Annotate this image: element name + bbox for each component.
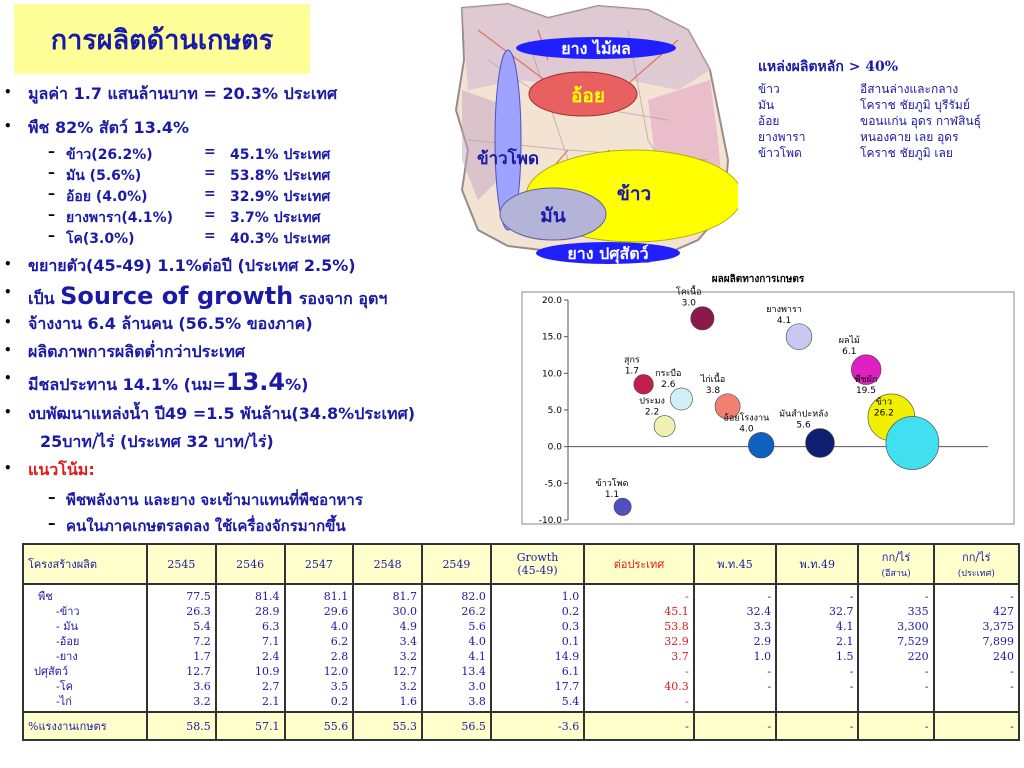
header-yield-country: กก/ไร่ (ประเทศ) [934,544,1019,584]
bubble-label: โคเนื้อ [676,287,702,298]
bubble-สุกร [634,375,653,394]
chart-y-tick-label: 20.0 [541,296,562,306]
row-label: -โค [56,680,73,693]
legend-row: มัน โคราช ชัยภูมิ บุรีรัมย์ [758,98,970,112]
labor-row [23,712,1019,740]
bubble-label: กระบือ [655,368,682,379]
labor-cell: - [934,712,1019,740]
map-label-rubber-fruit: ยาง ไม้ผล [561,39,631,58]
header-share-country: ต่อประเทศ [584,544,694,584]
bubble-label: ข้าวโพด [595,479,629,490]
col-2548: 81.7 30.0 4.9 3.4 3.2 12.7 3.2 1.6 [353,584,422,712]
title-box [14,4,310,74]
table-header-row [23,544,1019,584]
row-label: - มัน [56,620,78,633]
bubble-ข้าวโพด [614,498,631,515]
bubble-value: 19.5 [855,385,876,396]
header-structure: โครงสร้างผลิต [23,544,147,584]
header-growth: Growth (45-49) [491,544,584,584]
chart-title: ผลผลิตทางการเกษตร [711,274,805,285]
row-label: ปศุสัตว์ [34,665,68,678]
bubble-value: 3.0 [681,298,696,309]
bubble-มันสำปะหลัง [806,429,835,458]
row-label: พืช [38,590,53,603]
labor-cell: - [776,712,858,740]
bubble-label: อ้อยโรงงาน [723,413,770,424]
col-2545: 77.5 26.3 5.4 7.2 1.7 12.7 3.6 3.2 [147,584,216,712]
header-area-49: พ.ท.49 [776,544,858,584]
bubble-ข้าว [886,416,939,469]
bubble-value: 2.2 [644,407,660,418]
chart-y-tick-label: 5.0 [547,406,562,416]
labor-cell: 55.3 [353,712,422,740]
bubble-value: 5.6 [796,420,811,431]
map-label-cassava: มัน [540,205,566,227]
bubble-label: พืชผัก [854,374,878,385]
col-area-49: - 32.7 4.1 2.1 1.5 - - [776,584,858,712]
bubble-label: ยางพารา [766,304,802,315]
header-2545: 2545 [147,544,216,584]
labor-label: %แรงงานเกษตร [23,712,147,740]
labor-cell: 58.5 [147,712,216,740]
col-yield-isan: - 335 3,300 7,529 220 - - [858,584,933,712]
bubble-value: 26.2 [873,408,894,419]
chart-y-tick-label: 10.0 [541,369,562,380]
chart-y-tick-label: 15.0 [541,332,562,343]
legend-heading: แหล่งผลิตหลัก > 40% [758,59,899,75]
bubble-label: สุกร [623,355,640,366]
bubble-value: 4.1 [776,315,792,326]
labor-cell: - [694,712,776,740]
col-area-45: - 32.4 3.3 2.9 1.0 - - [694,584,776,712]
col-growth: 1.0 0.2 0.3 0.1 14.9 6.1 17.7 5.4 [491,584,584,712]
map-label-rice: ข้าว [616,183,652,205]
labor-cell: 57.1 [216,712,285,740]
bubble-label: มันสำปะหลัง [779,409,829,420]
bubble-value: 3.8 [705,385,721,396]
map-label-corn: ข้าวโพด [476,149,540,169]
production-table [22,543,1020,741]
labor-cell: 55.6 [285,712,354,740]
source-legend [758,56,981,160]
chart-y-tick-label: 0.0 [547,442,562,453]
row-label: -ไก่ [56,695,72,708]
header-2548: 2548 [353,544,422,584]
legend-row: ข้าว อีสานล่างและกลาง [758,82,959,96]
map-label-cane: อ้อย [571,85,605,107]
legend-row: ยางพารา หนองคาย เลย อุดร [758,130,959,144]
page-title: การผลิตด้านเกษตร [50,24,274,56]
header-2546: 2546 [216,544,285,584]
chart-y-tick-label: -5.0 [544,479,562,490]
bubble-label: ผลไม้ [838,335,860,346]
row-label: -อ้อย [56,635,80,648]
bubble-value: 1.1 [604,490,620,501]
bubble-ยางพารา [786,324,812,350]
bubble-label: ประมง [639,396,665,407]
row-label: -ยาง [56,650,78,663]
map-label-rubber-livestock: ยาง ปศุสัตว์ [567,244,649,263]
labor-cell: - [858,712,933,740]
labor-cell: -3.6 [491,712,584,740]
header-area-45: พ.ท.45 [694,544,776,584]
bubble-label: ไก่เนื้อ [700,374,726,385]
bubble-value: 4.0 [739,424,754,435]
labor-cell: - [584,712,694,740]
col-share-country: - 45.1 53.8 32.9 3.7 - 40.3 - [584,584,694,712]
col-2547: 81.1 29.6 4.0 6.2 2.8 12.0 3.5 0.2 [285,584,354,712]
row-label: -ข้าว [56,605,80,618]
header-2549: 2549 [422,544,491,584]
labor-cell: 56.5 [422,712,491,740]
col-2549: 82.0 26.2 5.6 4.0 4.1 13.4 3.0 3.8 [422,584,491,712]
legend-row: ข้าวโพด โคราช ชัยภูมิ เลย [758,146,953,160]
col-2546: 81.4 28.9 6.3 7.1 2.4 10.9 2.7 2.1 [216,584,285,712]
bubble-โคเนื้อ [691,307,714,330]
bubble-อ้อยโรงงาน [748,432,774,458]
legend-row: อ้อย ขอนแก่น อุดร กาฬสินธุ์ [758,114,981,128]
bubble-chart [518,270,1018,528]
row-labels-cell [23,584,147,712]
bubble-ประมง [654,416,675,437]
chart-y-tick-label: -10.0 [538,516,562,526]
bubble-value: 2.6 [661,379,676,390]
col-yield-country: - 427 3,375 7,899 240 - - [934,584,1019,712]
table-body-row [23,584,1019,712]
bubble-label: ข้าว [875,397,893,408]
bubble-กระบือ [670,388,692,410]
bubble-value: 6.1 [842,346,857,357]
region-map [448,0,738,268]
bubble-value: 1.7 [624,366,640,377]
header-yield-isan: กก/ไร่ (อีสาน) [858,544,933,584]
header-2547: 2547 [285,544,354,584]
